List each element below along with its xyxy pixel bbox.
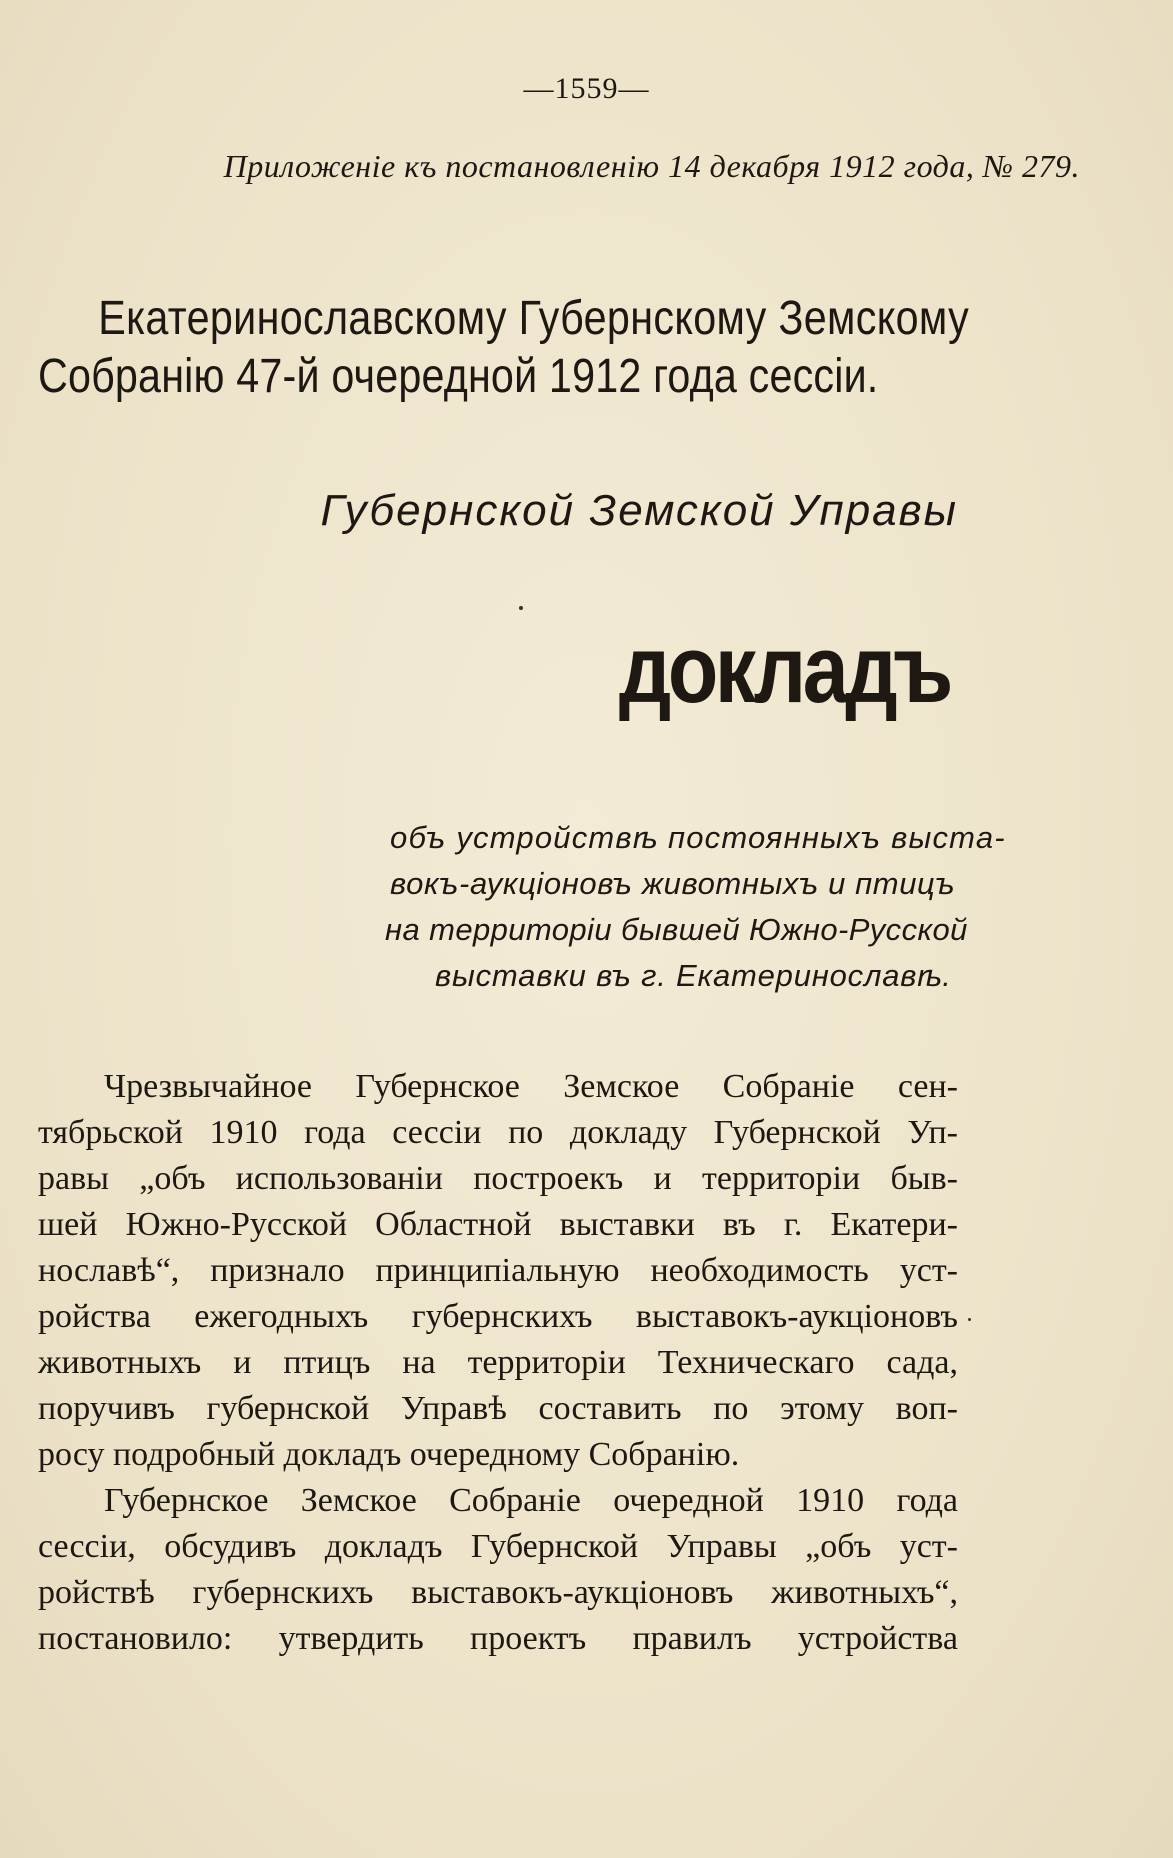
subject-line: вокъ-аукціоновъ животныхъ и птицъ	[390, 866, 956, 901]
body-line: сессіи, обсудивъ докладъ Губернской Управы „объ уст-	[38, 1528, 958, 1565]
body-line: постановило: утвердить проектъ правилъ устройства	[38, 1620, 958, 1657]
body-line: животныхъ и птицъ на территоріи Техническаго сада,	[38, 1344, 958, 1381]
body-line: Губернское Земское Собраніе очередной 1910 года	[104, 1482, 958, 1519]
report-title: докладъ	[618, 616, 950, 723]
heading	[38, 290, 970, 406]
body-line: Чрезвычайное Губернское Земское Собраніе сен-	[104, 1068, 958, 1105]
body-line: тябрьской 1910 года сессіи по докладу Губернской Уп-	[38, 1114, 958, 1151]
page-number: —1559—	[523, 72, 650, 105]
body-line: нославѣ“, признало принципіальную необходимость уст-	[38, 1252, 958, 1289]
subject-line: на территоріи бывшей Южно-Русской	[385, 912, 968, 947]
heading-line: Собранію 47-й очередной 1912 года сессіи.	[38, 350, 879, 403]
heading-line: Екатеринославскому Губернскому Земскому	[98, 292, 970, 345]
appendix-note: Приложеніе къ постановленію 14 декабря 1912 года, № 279.	[223, 148, 1080, 184]
print-speck	[519, 606, 523, 610]
print-speck	[968, 1318, 971, 1321]
body-line: росу подробный докладъ очередному Собранію.	[38, 1436, 740, 1473]
subject-line: выставки въ г. Екатеринославѣ.	[435, 958, 952, 993]
body-line: равы „объ использованіи построекъ и территоріи быв-	[38, 1160, 958, 1197]
body-line: ройства ежегодныхъ губернскихъ выставокъ-аукціоновъ	[38, 1298, 958, 1335]
board-name: Губернской Земской Управы	[320, 486, 958, 535]
body-line: поручивъ губернской Управѣ составить по этому воп-	[38, 1390, 958, 1427]
body-text	[38, 1064, 958, 1662]
subject-line: объ устройствѣ постоянныхъ выста-	[390, 820, 1006, 855]
body-line: ройствѣ губернскихъ выставокъ-аукціоновъ животныхъ“,	[38, 1574, 958, 1611]
body-line: шей Южно-Русской Областной выставки въ г. Екатери-	[38, 1206, 958, 1243]
report-subject	[380, 815, 1006, 999]
